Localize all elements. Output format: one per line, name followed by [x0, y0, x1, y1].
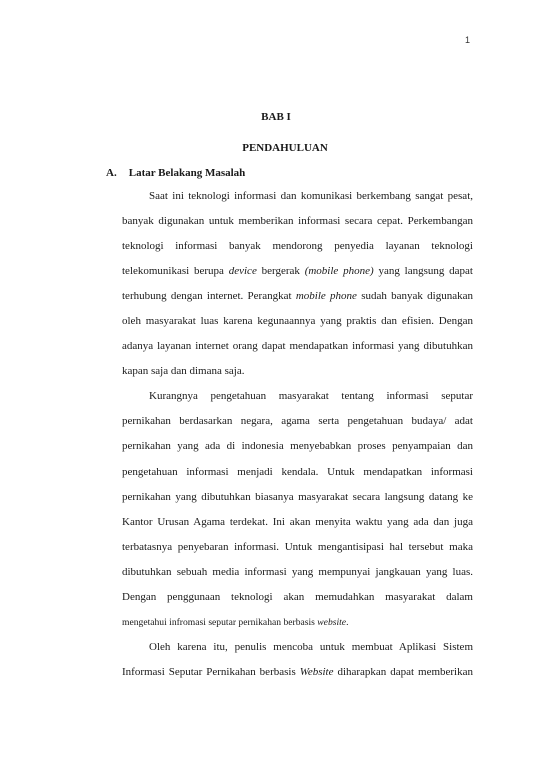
text-line: kapan saja dan dimana saja. [122, 365, 245, 378]
italic-term: (mobile phone) [304, 265, 374, 278]
paragraph [122, 184, 473, 384]
text-line: Saat ini teknologi informasi dan komunikasi berkembang sangat pesat, [149, 190, 473, 202]
page-number: 1 [464, 35, 470, 45]
text-run: yang langsung dapat [373, 265, 473, 278]
paragraph [122, 635, 473, 685]
text-line: adanya layanan internet orang dapat mendapatkan informasi yang dibutuhkan [122, 340, 473, 353]
chapter-heading: BAB I [261, 111, 291, 123]
text-line: dibutuhkan sebuah media informasi yang mempunyai jangkauan yang luas. [122, 565, 473, 578]
text-line: pengetahuan informasi menjadi kendala. Untuk mendapatkan informasi [122, 465, 473, 478]
body-text [122, 184, 473, 685]
text-line: pernikahan yang dibutuhkan biasanya masyarakat secara langsung datang ke [122, 490, 473, 503]
text-line [122, 259, 473, 284]
text-run: . [346, 616, 349, 628]
text-run: mengetahui infromasi seputar pernikahan berbasis [122, 616, 318, 628]
text-run: telekomunikasi berupa [122, 265, 229, 278]
text-line: Kurangnya pengetahuan masyarakat tentang informasi seputar [149, 390, 473, 403]
text-line: Oleh karena itu, penulis mencoba untuk membuat Aplikasi Sistem [149, 640, 473, 653]
paragraph [122, 384, 473, 634]
text-run: diharapkan dapat memberikan [333, 665, 473, 678]
section-title: Latar Belakang Masalah [128, 167, 246, 179]
section-number: A. [106, 167, 117, 179]
text-line: oleh masyarakat luas karena kegunaannya yang praktis dan efisien. Dengan [122, 315, 473, 328]
text-line: terbatasnya penyebaran informasi. Untuk mengantisipasi hal tersebut maka [122, 540, 473, 553]
text-line [122, 284, 473, 309]
text-line: pernikahan berdasarkan negara, agama serta pengetahuan budaya/ adat [122, 415, 473, 428]
text-run: sudah banyak digunakan [356, 290, 474, 303]
chapter-title: PENDAHULUAN [242, 142, 328, 154]
text-run: bergerak [256, 265, 305, 278]
text-line: banyak digunakan untuk memberikan informasi secara cepat. Perkembangan [122, 215, 473, 228]
text-line: Kantor Urusan Agama terdekat. Ini akan menyita waktu yang ada dan juga [122, 515, 473, 528]
text-line: Dengan penggunaan teknologi akan memudahkan masyarakat dalam [122, 590, 473, 603]
italic-term: website [317, 616, 347, 628]
text-run: terhubung dengan internet. Perangkat [122, 290, 296, 303]
italic-term: device [228, 265, 257, 278]
italic-term: Website [299, 665, 334, 678]
text-line [122, 610, 473, 635]
text-line: pernikahan yang ada di indonesia menyebabkan proses penyampaian dan [122, 440, 473, 453]
italic-term: mobile phone [295, 290, 357, 303]
text-line [122, 660, 473, 685]
text-run: Informasi Seputar Pernikahan berbasis [122, 665, 300, 678]
text-line: teknologi informasi banyak mendorong penyedia layanan teknologi [122, 240, 473, 253]
section-heading [106, 167, 245, 179]
